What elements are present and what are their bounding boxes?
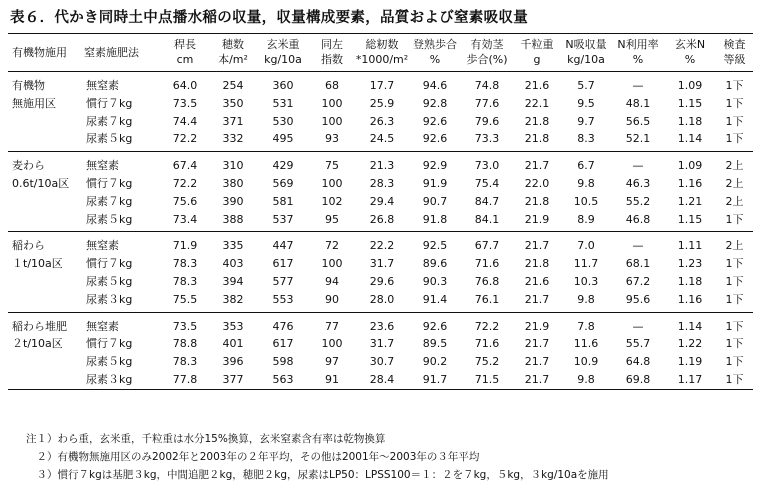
value-cell: 100 [321, 337, 343, 351]
value-cell: 79.6 [474, 114, 500, 128]
value-cell: 95.6 [612, 291, 664, 312]
column-header-line: 登熟歩合 [413, 38, 457, 51]
value-cell: 26.8 [354, 211, 410, 232]
value-cell: 1.22 [677, 337, 703, 351]
value-cell: 2上 [725, 176, 744, 190]
value-cell: 1.09 [677, 79, 703, 92]
table-row [8, 232, 753, 255]
value-cell: 403 [222, 257, 244, 271]
value-cell: 553 [256, 291, 310, 312]
value-cell: 1.18 [677, 114, 703, 128]
column-header-line: 玄米N [674, 38, 706, 51]
method-cell: 慣行７kg [86, 96, 133, 110]
footnotes [26, 430, 609, 484]
value-cell: — [632, 79, 644, 92]
value-cell: 55.7 [625, 337, 651, 351]
note-2: ２）有機物無施用区のみ2002年と2003年の２年平均，その他は2001年～2003年の３年平均 [26, 451, 480, 463]
value-cell: 1下 [716, 211, 753, 232]
value-cell: 531 [272, 96, 294, 110]
group-label: 無施用区 [12, 96, 56, 110]
column-header-line: cm [176, 53, 194, 66]
value-cell: 91.8 [410, 211, 460, 232]
value-cell: 75.4 [474, 176, 500, 190]
value-cell: 73.5 [172, 96, 198, 110]
value-cell: 388 [210, 211, 256, 232]
value-cell: 76.1 [460, 291, 514, 312]
group-label [8, 130, 80, 151]
method-cell: 尿素３kg [80, 291, 160, 312]
value-cell: 21.6 [524, 274, 550, 288]
value-cell: 1下 [725, 274, 744, 288]
value-cell: 1下 [725, 319, 744, 333]
value-cell: 1下 [725, 96, 744, 110]
method-cell: 尿素５kg [86, 355, 133, 369]
value-cell: 254 [222, 79, 244, 92]
value-cell: 537 [256, 211, 310, 232]
group-label: 稲わら [12, 239, 45, 253]
value-cell: 9.8 [560, 371, 612, 389]
table-body [8, 72, 753, 390]
group-label [8, 291, 80, 312]
value-cell: 73.5 [172, 319, 198, 333]
value-cell: 91.4 [410, 291, 460, 312]
column-header-line: 稈長 [174, 38, 196, 51]
value-cell: 401 [222, 337, 244, 351]
value-cell: — [632, 239, 644, 253]
column-header-line: 指数 [321, 53, 343, 66]
column-header-line: 歩合(%) [466, 53, 508, 66]
value-cell: 1.17 [664, 371, 716, 389]
value-cell: 92.6 [410, 130, 460, 151]
value-cell: 21.7 [524, 239, 550, 253]
column-header-line: kg/10a [264, 53, 302, 66]
method-cell: 無窒素 [86, 239, 119, 253]
value-cell: 71.5 [460, 371, 514, 389]
value-cell: 92.8 [422, 96, 448, 110]
value-cell: 21.8 [524, 114, 550, 128]
value-cell: 9.5 [577, 96, 595, 110]
value-cell: 97 [325, 355, 339, 369]
group-label [8, 113, 80, 131]
value-cell: 52.1 [612, 130, 664, 151]
value-cell: 21.8 [524, 194, 550, 208]
value-cell: 394 [222, 274, 244, 288]
group-label: １t/10a区 [12, 257, 63, 271]
value-cell: 73.0 [474, 159, 500, 173]
column-header-line: 総籾数 [365, 38, 399, 51]
value-cell: 92.9 [422, 159, 448, 173]
table-title: 表６．代かき同時土中点播水稲の収量，収量構成要素，品質および窒素吸収量 [10, 10, 528, 26]
value-cell: 75.5 [160, 291, 210, 312]
column-header-line: kg/10a [567, 53, 605, 66]
header-row [8, 34, 753, 72]
table-row [8, 95, 753, 113]
value-cell: 10.3 [573, 274, 599, 288]
table-row [8, 371, 753, 389]
value-cell: 11.7 [573, 257, 599, 271]
group-label: ２t/10a区 [12, 337, 63, 351]
value-cell: 21.6 [524, 79, 550, 92]
group-label: 有機物 [12, 79, 45, 92]
value-cell: 581 [272, 194, 294, 208]
value-cell: 390 [222, 194, 244, 208]
value-cell: 21.9 [524, 319, 550, 333]
value-cell: 100 [321, 257, 343, 271]
group-label [8, 193, 80, 211]
value-cell: 9.8 [577, 176, 595, 190]
column-header [160, 34, 210, 72]
value-cell: 1.16 [677, 176, 703, 190]
value-cell: 8.9 [560, 211, 612, 232]
value-cell: 64.0 [172, 79, 198, 92]
method-cell: 尿素３kg [80, 371, 160, 389]
method-cell: 無窒素 [86, 159, 119, 173]
column-header-line: % [684, 53, 696, 66]
value-cell: 350 [222, 96, 244, 110]
value-cell: 25.9 [369, 96, 395, 110]
value-cell: 21.7 [524, 337, 550, 351]
value-cell: 1.18 [677, 274, 703, 288]
value-cell: 1下 [725, 257, 744, 271]
value-cell: 1下 [725, 337, 744, 351]
method-cell: 尿素５kg [80, 130, 160, 151]
value-cell: 5.7 [577, 79, 595, 92]
value-cell: 7.0 [577, 239, 595, 253]
value-cell: 382 [210, 291, 256, 312]
column-header-line: 同左 [321, 38, 343, 51]
value-cell: — [632, 319, 644, 333]
value-cell: 22.2 [369, 239, 395, 253]
value-cell: 447 [272, 239, 294, 253]
value-cell: 598 [272, 355, 294, 369]
value-cell: 48.1 [625, 96, 651, 110]
value-cell: 90.7 [422, 194, 448, 208]
column-header [560, 34, 612, 72]
column-header [460, 34, 514, 72]
value-cell: 8.3 [560, 130, 612, 151]
table-row [8, 72, 753, 95]
column-header [80, 34, 160, 72]
table-row [8, 152, 753, 175]
value-cell: 75 [325, 159, 339, 173]
value-cell: 28.4 [354, 371, 410, 389]
value-cell: 21.7 [514, 291, 560, 312]
value-cell: 28.0 [354, 291, 410, 312]
value-cell: 73.3 [460, 130, 514, 151]
value-cell: 476 [272, 319, 294, 333]
value-cell: 76.8 [474, 274, 500, 288]
value-cell: 429 [272, 159, 294, 173]
value-cell: 353 [222, 319, 244, 333]
value-cell: 22.0 [524, 176, 550, 190]
column-header-line: 穂数 [222, 38, 244, 51]
value-cell: 1.16 [664, 291, 716, 312]
value-cell: — [632, 159, 644, 173]
column-header [310, 34, 354, 72]
method-cell: 尿素７kg [86, 194, 133, 208]
value-cell: 90.2 [422, 355, 448, 369]
column-header [664, 34, 716, 72]
value-cell: 46.8 [612, 211, 664, 232]
column-header [716, 34, 753, 72]
group-label: 麦わら [12, 159, 45, 173]
value-cell: 72.2 [160, 130, 210, 151]
value-cell: 332 [210, 130, 256, 151]
note-1: 注１）わら重，玄米重，千粒重は水分15%換算，玄米窒素含有率は乾物換算 [26, 433, 386, 445]
value-cell: 67.7 [474, 239, 500, 253]
table-row [8, 335, 753, 353]
value-cell: 67.2 [625, 274, 651, 288]
value-cell: 100 [321, 176, 343, 190]
method-cell: 慣行７kg [86, 257, 133, 271]
table-row [8, 193, 753, 211]
value-cell: 569 [272, 176, 294, 190]
table-row [8, 255, 753, 273]
value-cell: 89.6 [422, 257, 448, 271]
value-cell: 563 [256, 371, 310, 389]
value-cell: 1下 [725, 79, 744, 92]
value-cell: 1下 [725, 114, 744, 128]
value-cell: 78.8 [172, 337, 198, 351]
method-cell: 無窒素 [86, 79, 119, 92]
value-cell: 1下 [716, 130, 753, 151]
value-cell: 1.14 [677, 319, 703, 333]
value-cell: 1.15 [677, 96, 703, 110]
method-cell: 慣行７kg [86, 176, 133, 190]
table-row [8, 113, 753, 131]
value-cell: 77.8 [160, 371, 210, 389]
column-header-line: *1000/m² [355, 53, 409, 66]
value-cell: 2上 [725, 159, 744, 173]
table-row [8, 130, 753, 151]
value-cell: 380 [222, 176, 244, 190]
value-cell: 30.7 [369, 355, 395, 369]
value-cell: 91.7 [410, 371, 460, 389]
value-cell: 73.4 [160, 211, 210, 232]
value-cell: 1.21 [677, 194, 703, 208]
value-cell: 94 [325, 274, 339, 288]
value-cell: 310 [222, 159, 244, 173]
column-header-line: % [429, 53, 441, 66]
value-cell: 72.2 [172, 176, 198, 190]
value-cell: 91 [310, 371, 354, 389]
value-cell: 78.3 [172, 355, 198, 369]
value-cell: 72.2 [474, 319, 500, 333]
group-label: 0.6t/10a区 [12, 176, 70, 190]
value-cell: 360 [272, 79, 294, 92]
table-row [8, 211, 753, 232]
value-cell: 68 [325, 79, 339, 92]
value-cell: 94.6 [422, 79, 448, 92]
group-label: 稲わら堆肥 [12, 319, 67, 333]
value-cell: 46.3 [625, 176, 651, 190]
value-cell: 90.3 [422, 274, 448, 288]
value-cell: 69.8 [612, 371, 664, 389]
method-cell: 無窒素 [86, 319, 119, 333]
column-header [8, 34, 80, 72]
value-cell: 29.4 [369, 194, 395, 208]
column-header-line: 千粒重 [520, 38, 554, 51]
value-cell: 1下 [716, 371, 753, 389]
value-cell: 71.6 [474, 257, 500, 271]
column-header-line: 有機物施用 [12, 45, 67, 59]
value-cell: 2上 [725, 194, 744, 208]
value-cell: 26.3 [369, 114, 395, 128]
column-header-line: 本/m² [218, 53, 248, 66]
results-table [8, 33, 753, 390]
value-cell: 1.19 [677, 355, 703, 369]
value-cell: 24.5 [354, 130, 410, 151]
value-cell: 335 [222, 239, 244, 253]
value-cell: 78.3 [172, 257, 198, 271]
value-cell: 1下 [716, 291, 753, 312]
method-cell: 尿素７kg [86, 114, 133, 128]
group-label [8, 273, 80, 291]
column-header-line: g [533, 53, 541, 66]
value-cell: 21.8 [514, 130, 560, 151]
value-cell: 1.23 [677, 257, 703, 271]
value-cell: 371 [222, 114, 244, 128]
value-cell: 75.6 [172, 194, 198, 208]
column-header-line: 玄米重 [266, 38, 300, 51]
value-cell: 9.8 [560, 291, 612, 312]
value-cell: 92.6 [422, 319, 448, 333]
method-cell: 尿素５kg [86, 274, 133, 288]
value-cell: 100 [321, 114, 343, 128]
value-cell: 31.7 [369, 257, 395, 271]
value-cell: 77.6 [474, 96, 500, 110]
value-cell: 21.7 [514, 371, 560, 389]
value-cell: 91.9 [422, 176, 448, 190]
value-cell: 75.2 [474, 355, 500, 369]
column-header [612, 34, 664, 72]
value-cell: 1.09 [677, 159, 703, 173]
value-cell: 617 [272, 257, 294, 271]
value-cell: 55.2 [625, 194, 651, 208]
column-header-line: N吸収量 [565, 38, 607, 51]
value-cell: 10.9 [573, 355, 599, 369]
value-cell: 6.7 [577, 159, 595, 173]
value-cell: 2上 [725, 239, 744, 253]
value-cell: 71.9 [172, 239, 198, 253]
column-header-line: 窒素施肥法 [84, 45, 139, 59]
column-header [256, 34, 310, 72]
column-header [410, 34, 460, 72]
value-cell: 23.6 [369, 319, 395, 333]
value-cell: 67.4 [172, 159, 198, 173]
value-cell: 396 [222, 355, 244, 369]
value-cell: 68.1 [625, 257, 651, 271]
group-label [8, 211, 80, 232]
value-cell: 17.7 [369, 79, 395, 92]
value-cell: 29.6 [369, 274, 395, 288]
value-cell: 1.14 [664, 130, 716, 151]
column-header-line: % [632, 53, 644, 66]
value-cell: 10.5 [573, 194, 599, 208]
value-cell: 74.8 [474, 79, 500, 92]
value-cell: 95 [310, 211, 354, 232]
column-header-line: 等級 [723, 53, 746, 66]
value-cell: 21.8 [524, 257, 550, 271]
value-cell: 31.7 [369, 337, 395, 351]
note-3: ３）慣行７kgは基肥３kg，中間追肥２kg，穂肥２kg，尿素はLP50：LPSS100＝１：２を７kg，５kg，３kg/10aを施用 [26, 469, 609, 481]
column-header [210, 34, 256, 72]
table-row [8, 175, 753, 193]
value-cell: 102 [321, 194, 343, 208]
table-row [8, 353, 753, 371]
table-row [8, 273, 753, 291]
value-cell: 21.7 [524, 159, 550, 173]
value-cell: 1下 [725, 355, 744, 369]
value-cell: 1.15 [664, 211, 716, 232]
column-header-line: 有効茎 [470, 38, 504, 51]
column-header [354, 34, 410, 72]
table-row [8, 291, 753, 312]
group-label [8, 353, 80, 371]
value-cell: 71.6 [474, 337, 500, 351]
value-cell: 28.3 [369, 176, 395, 190]
method-cell: 尿素５kg [80, 211, 160, 232]
column-header [514, 34, 560, 72]
value-cell: 84.7 [474, 194, 500, 208]
value-cell: 377 [210, 371, 256, 389]
value-cell: 21.9 [514, 211, 560, 232]
method-cell: 慣行７kg [86, 337, 133, 351]
value-cell: 93 [310, 130, 354, 151]
value-cell: 530 [272, 114, 294, 128]
value-cell: 92.6 [422, 114, 448, 128]
value-cell: 1.11 [677, 239, 703, 253]
value-cell: 77 [325, 319, 339, 333]
value-cell: 64.8 [625, 355, 651, 369]
value-cell: 74.4 [172, 114, 198, 128]
value-cell: 7.8 [577, 319, 595, 333]
value-cell: 92.5 [422, 239, 448, 253]
value-cell: 100 [321, 96, 343, 110]
value-cell: 617 [272, 337, 294, 351]
value-cell: 78.3 [172, 274, 198, 288]
value-cell: 84.1 [460, 211, 514, 232]
column-header-line: 検査 [723, 38, 746, 51]
value-cell: 89.5 [422, 337, 448, 351]
value-cell: 72 [325, 239, 339, 253]
group-label [8, 371, 80, 389]
value-cell: 577 [272, 274, 294, 288]
value-cell: 22.1 [524, 96, 550, 110]
value-cell: 56.5 [625, 114, 651, 128]
value-cell: 9.7 [577, 114, 595, 128]
value-cell: 21.3 [369, 159, 395, 173]
column-header-line: N利用率 [617, 38, 659, 51]
value-cell: 21.7 [524, 355, 550, 369]
value-cell: 90 [310, 291, 354, 312]
value-cell: 495 [256, 130, 310, 151]
table-row [8, 312, 753, 335]
value-cell: 11.6 [573, 337, 599, 351]
